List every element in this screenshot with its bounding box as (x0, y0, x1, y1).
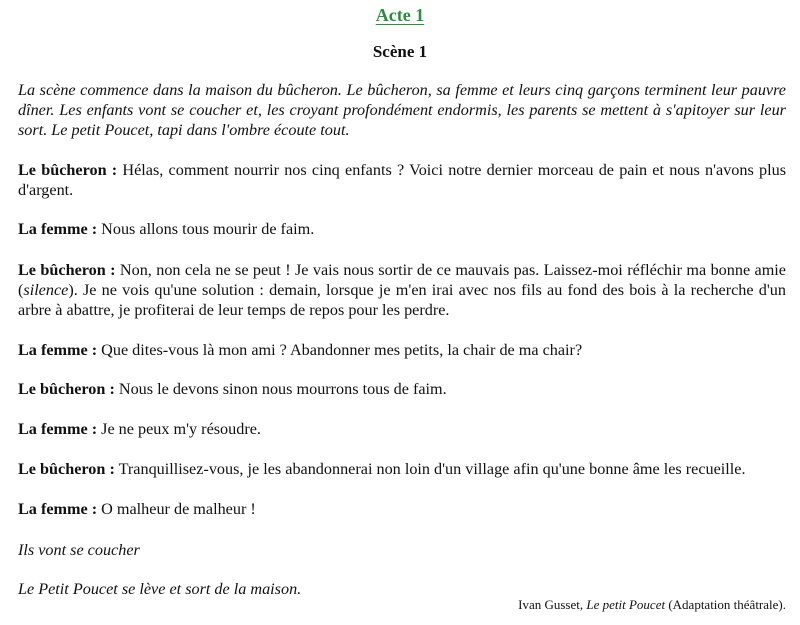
speaker-name: Le bûcheron : (18, 460, 115, 478)
stage-direction: Ils vont se coucher (18, 541, 140, 559)
source-work-title: Le petit Poucet (586, 597, 666, 612)
intro-paragraph: La scène commence dans la maison du bûcheron. Le bûcheron, sa femme et leurs cinq garçons terminent leur pauvre dîner. Les enfants vont se coucher et, les croyant profondément endormis, les parents se mettent à s'apitoyer sur leur sort. Le petit Poucet, tapi dans l'ombre écoute tout. (18, 81, 786, 139)
dialogue-line-7 (18, 459, 786, 479)
act-title: Acte 1 (375, 5, 425, 25)
dialogue-text: ). Je ne vois qu'une solution : demain, lorsque je m'en irai avec nos fils au fond des bois à la recherche d'un arbre à abattre, je profiterai de leur temps de repos pour les perdre. (18, 281, 786, 319)
speaker-name: La femme : (18, 420, 98, 438)
source-citation (518, 597, 786, 613)
dialogue-line-8 (18, 499, 786, 519)
dialogue-text: Tranquillisez-vous, je les abandonnerai non loin d'un village afin qu'une bonne âme les recueille. (114, 460, 746, 478)
dialogue-text: O malheur de malheur ! (97, 500, 256, 518)
dialogue-text: Nous allons tous mourir de faim. (97, 220, 315, 238)
source-author: Ivan Gusset, (518, 597, 587, 612)
dialogue-line-6 (18, 419, 786, 439)
stage-direction-inline: silence (23, 281, 69, 299)
dialogue-text: Non, non cela ne se peut ! Je vais nous sortir de ce mauvais pas. Laissez-moi réfléchir ma bonne amie ( (18, 261, 786, 299)
dialogue-text: Je ne peux m'y résoudre. (97, 420, 261, 438)
speaker-name: La femme : (18, 500, 98, 518)
dialogue-line-1 (18, 160, 786, 200)
dialogue-line-2 (18, 219, 786, 239)
dialogue-text: Nous le devons sinon nous mourrons tous de faim. (114, 380, 447, 398)
dialogue-line-5 (18, 379, 786, 399)
dialogue-line-4 (18, 340, 786, 360)
source-note: (Adaptation théâtrale). (665, 597, 786, 612)
speaker-name: La femme : (18, 341, 98, 359)
speaker-name: Le bûcheron : (18, 261, 116, 279)
dialogue-text: Que dites-vous là mon ami ? Abandonner mes petits, la chair de ma chair? (97, 341, 583, 359)
speaker-name: Le bûcheron : (18, 380, 115, 398)
dialogue-line-3 (18, 260, 786, 320)
speaker-name: La femme : (18, 220, 98, 238)
scene-title: Scène 1 (372, 42, 428, 61)
speaker-name: Le bûcheron : (18, 161, 118, 179)
dialogue-text: Hélas, comment nourrir nos cinq enfants ? Voici notre dernier morceau de pain et nous n'avons plus d'argent. (18, 161, 786, 199)
stage-direction: Le Petit Poucet se lève et sort de la maison. (18, 580, 302, 598)
